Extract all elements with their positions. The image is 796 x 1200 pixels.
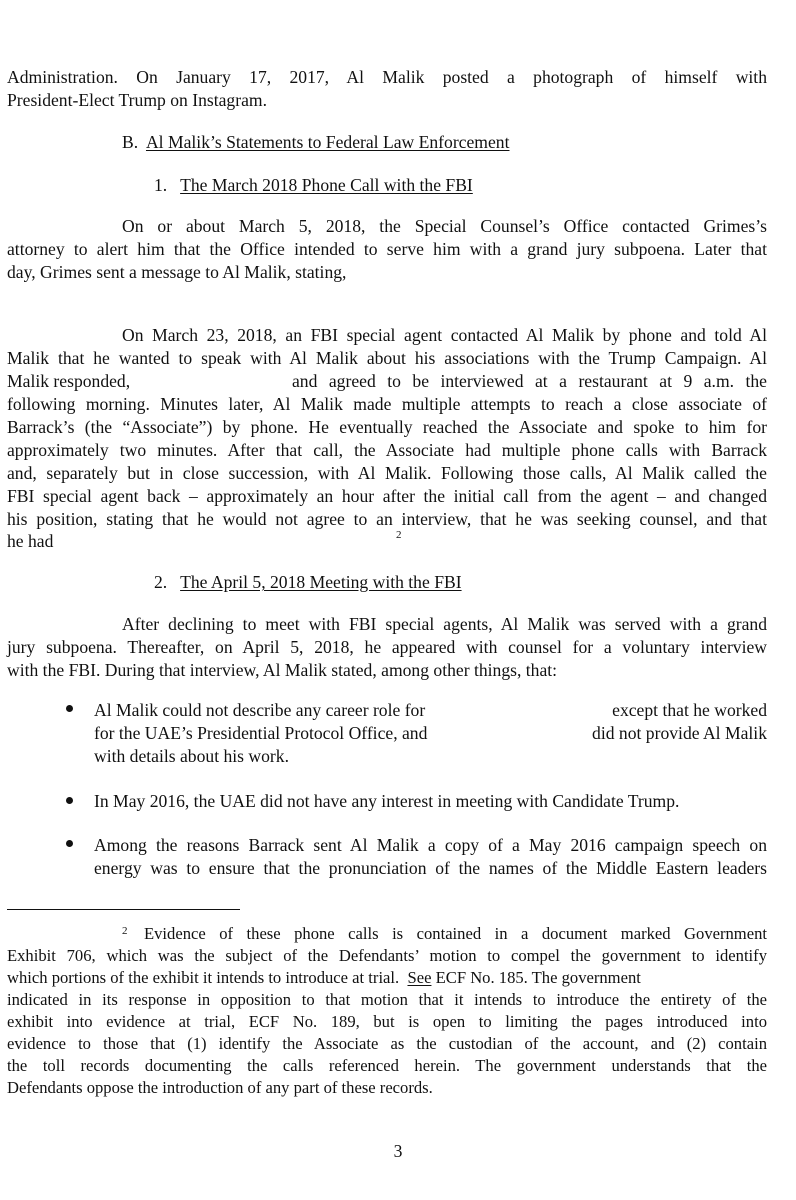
bullet-1-line-1a: Al Malik could not describe any career role for <box>94 700 426 720</box>
section-b-heading <box>122 131 509 153</box>
footnote-line-5: exhibit into evidence at trial, ECF No. 189, but is open to limiting the pages introduced into <box>7 1012 767 1031</box>
subsection-1-number: 1. <box>154 175 168 195</box>
footnote-line-1: Evidence of these phone calls is contained in a document marked Government <box>144 924 767 943</box>
march23-line-3b: and agreed to be interviewed at a restaurant at 9 a.m. the <box>292 371 767 391</box>
subsection-1-title: The March 2018 Phone Call with the FBI <box>180 175 473 195</box>
footnote-line-2: Exhibit 706, which was the subject of the Defendants’ motion to compel the government to identify <box>7 946 767 965</box>
bullet-2-line-1: In May 2016, the UAE did not have any interest in meeting with Candidate Trump. <box>94 791 680 811</box>
march23-line-2: Malik that he wanted to speak with Al Malik about his associations with the Trump Campaign. Al <box>7 348 767 368</box>
subsection-1-heading <box>154 174 473 196</box>
bullet-1-line-2b: did not provide Al Malik <box>592 723 767 743</box>
march5-line-1: On or about March 5, 2018, the Special Counsel’s Office contacted Grimes’s <box>122 216 767 236</box>
bullet-3-line-1: Among the reasons Barrack sent Al Malik a copy of a May 2016 campaign speech on <box>94 835 767 855</box>
footnote-separator <box>7 909 240 910</box>
bullet-3-dot <box>66 840 73 847</box>
footnote-line-4: indicated in its response in opposition to that motion that it intends to introduce the entirety of the <box>7 990 767 1009</box>
footnote-reference-2: 2 <box>396 529 402 541</box>
intro-line-1: Administration. On January 17, 2017, Al Malik posted a photograph of himself with <box>7 67 767 87</box>
march23-line-5: Barrack’s (the “Associate”) by phone. He eventually reached the Associate and spoke to him for <box>7 417 767 437</box>
march23-line-3a: Malik responded, <box>7 371 131 391</box>
footnote-line-8: Defendants oppose the introduction of any part of these records. <box>7 1078 433 1097</box>
april5-line-2: jury subpoena. Thereafter, on April 5, 2018, he appeared with counsel for a voluntary interview <box>7 637 767 657</box>
april5-line-1: After declining to meet with FBI special agents, Al Malik was served with a grand <box>122 614 767 634</box>
march5-line-2: attorney to alert him that the Office intended to serve him with a grand jury subpoena. Later that <box>7 239 767 259</box>
bullet-1-line-3: with details about his work. <box>94 746 289 766</box>
footnote-line-3 <box>7 967 767 989</box>
bullet-1-line-2a: for the UAE’s Presidential Protocol Office, and <box>94 723 428 743</box>
march23-line-9: his position, stating that he would not agree to an interview, that he was seeking counsel, and that <box>7 509 767 529</box>
page-number: 3 <box>393 1141 403 1161</box>
march23-line-1: On March 23, 2018, an FBI special agent contacted Al Malik by phone and told Al <box>122 325 767 345</box>
march23-line-8: FBI special agent back – approximately an hour after the initial call from the agent – and changed <box>7 486 767 506</box>
march23-line-7: and, separately but in close succession, with Al Malik. Following those calls, Al Malik called the <box>7 463 767 483</box>
april5-line-3: with the FBI. During that interview, Al Malik stated, among other things, that: <box>7 660 558 680</box>
march23-line-4: following morning. Minutes later, Al Malik made multiple attempts to reach a close associate of <box>7 394 767 414</box>
march5-line-3: day, Grimes sent a message to Al Malik, stating, <box>7 262 347 282</box>
bullet-2-dot <box>66 797 73 804</box>
bullet-3-line-2: energy was to ensure that the pronunciation of the names of the Middle Eastern leaders <box>94 858 767 878</box>
intro-line-2: President-Elect Trump on Instagram. <box>7 90 267 110</box>
bullet-1-dot <box>66 705 73 712</box>
footnote-marker: 2 <box>122 925 128 937</box>
footnote-line-6: evidence to those that (1) identify the Associate as the custodian of the account, and (2) contain <box>7 1034 767 1053</box>
footnote-line-3a: which portions of the exhibit it intends to introduce at trial. <box>7 968 400 987</box>
march23-line-6: approximately two minutes. After that call, the Associate had multiple phone calls with Barrack <box>7 440 767 460</box>
footnote-see-signal: See <box>407 968 432 987</box>
subsection-2-heading <box>154 571 462 593</box>
section-b-title: Al Malik’s Statements to Federal Law Enforcement <box>145 132 510 152</box>
subsection-2-number: 2. <box>154 572 168 592</box>
subsection-2-title: The April 5, 2018 Meeting with the FBI <box>180 572 462 592</box>
march23-line-10: he had <box>7 531 54 551</box>
bullet-1-line-1b: except that he worked <box>612 700 767 720</box>
section-b-letter: B. <box>122 132 139 152</box>
footnote-line-7: the toll records documenting the calls referenced herein. The government understands that the <box>7 1056 767 1075</box>
footnote-line-3b: ECF No. 185. The government <box>435 968 641 987</box>
